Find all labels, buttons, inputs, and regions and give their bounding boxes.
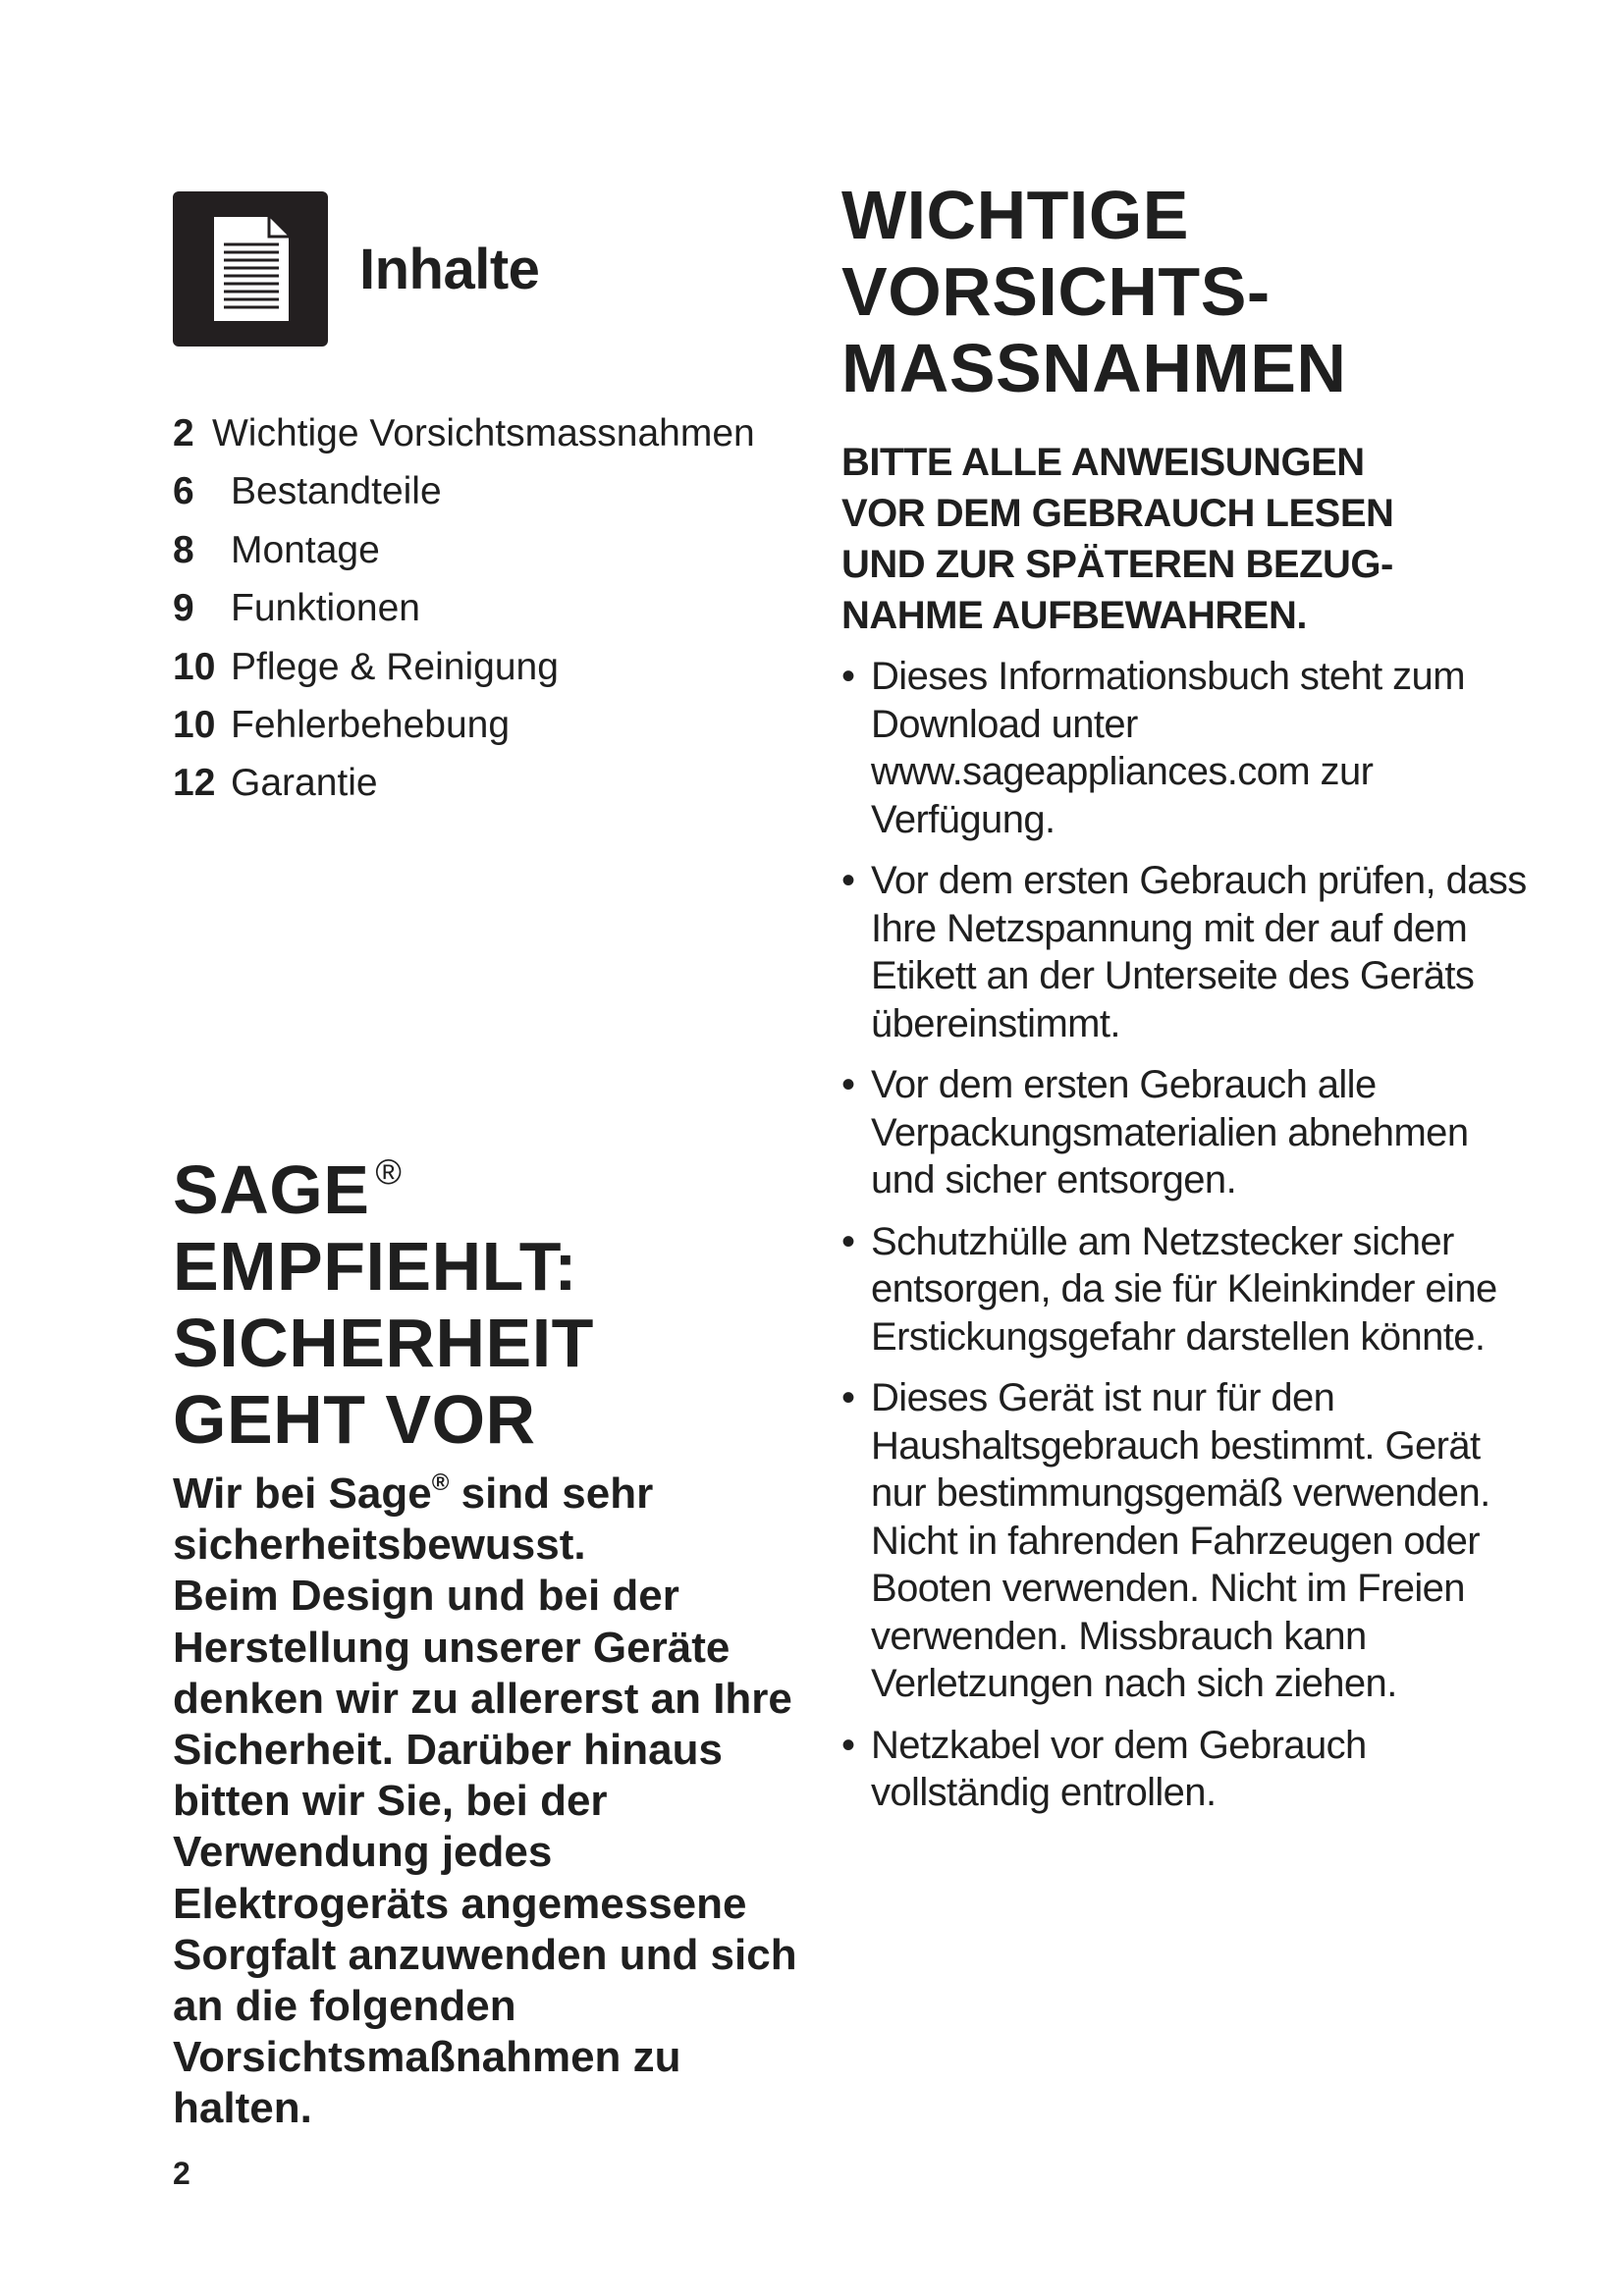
list-item <box>841 653 1529 843</box>
list-item <box>841 857 1529 1047</box>
heading-line: SAGE <box>173 1151 370 1228</box>
precautions-heading <box>841 177 1529 406</box>
toc-item[interactable] <box>173 521 801 579</box>
registered-mark: ® <box>431 1469 450 1496</box>
toc-label: Pflege & Reinigung <box>231 645 559 688</box>
heading-line: EMPFIEHLT: <box>173 1228 578 1305</box>
toc-page-number: 10 <box>173 645 216 688</box>
list-item <box>841 1722 1529 1817</box>
list-item <box>841 1061 1529 1204</box>
subheading-line: BITTE ALLE ANWEISUNGEN <box>841 441 1365 484</box>
intro-text-part: sind sehr sicherheitsbewusst. <box>173 1469 654 1570</box>
toc-item[interactable] <box>173 462 801 520</box>
heading-line: SICHERHEIT <box>173 1305 594 1381</box>
subheading-line: NAHME AUFBEWAHREN. <box>841 594 1307 637</box>
bullet-icon: • <box>841 1063 855 1106</box>
list-item <box>841 1374 1529 1708</box>
registered-mark: ® <box>375 1151 403 1192</box>
list-item <box>841 1218 1529 1362</box>
heading-line: WICHTIGE <box>841 177 1189 253</box>
intro-text-part: Beim Design und bei der Herstellung unserer Geräte denken wir zu allererst an Ihre Sicherheit. Darüber hinaus bitten wir Sie, bei der Verwendung jedes Elektrogeräts angemessene Sorgfalt anzuwenden und sich an die folgenden Vorsichtsmaßnahmen zu halten. <box>173 1572 797 2133</box>
toc-label: Bestandteile <box>231 470 442 513</box>
heading-line: GEHT VOR <box>173 1381 536 1458</box>
toc-page-number: 10 <box>173 703 216 746</box>
sage-safety-heading <box>173 1134 801 1458</box>
list-item-text: Netzkabel vor dem Gebrauch vollständig entrollen. <box>871 1723 1367 1814</box>
toc-item[interactable] <box>173 754 801 812</box>
page-number: 2 <box>173 2156 190 2191</box>
toc-label: Montage <box>231 528 380 571</box>
toc-label: Funktionen <box>231 587 420 630</box>
list-item-text: Dieses Gerät ist nur für den Haushaltsgebrauch bestimmt. Gerät nur bestimmungsgemäß verwenden. Nicht in fahrenden Fahrzeugen oder Booten verwenden. Nicht im Freien verwenden. Missbrauch kann Verletzungen nach sich ziehen. <box>871 1376 1490 1705</box>
toc-item[interactable] <box>173 696 801 754</box>
toc-page-number: 6 <box>173 470 194 513</box>
precautions-subheading <box>841 437 1548 641</box>
safety-intro-text <box>173 1458 801 2135</box>
bullet-icon: • <box>841 1219 855 1263</box>
bullet-icon: • <box>841 859 855 902</box>
toc-label: Garantie <box>231 762 378 805</box>
list-item-text: Schutzhülle am Netzstecker sicher entsorgen, da sie für Kleinkinder eine Erstickungsgefahr darstellen könnte. <box>871 1219 1497 1359</box>
toc-page-number: 8 <box>173 528 194 571</box>
heading-line: MASSNAHMEN <box>841 330 1347 406</box>
toc-item[interactable] <box>173 579 801 637</box>
toc-item[interactable] <box>173 638 801 696</box>
bullet-icon: • <box>841 655 855 698</box>
list-item-text: Vor dem ersten Gebrauch alle Verpackungsmaterialien abnehmen und sicher entsorgen. <box>871 1063 1469 1201</box>
bullet-icon: • <box>841 1723 855 1767</box>
intro-text-part: Wir bei Sage <box>173 1469 432 1518</box>
toc-page-number: 12 <box>173 762 216 805</box>
bullet-icon: • <box>841 1376 855 1419</box>
subheading-line: VOR DEM GEBRAUCH LESEN <box>841 492 1394 535</box>
heading-line: VORSICHTS- <box>841 253 1271 330</box>
toc-label: Fehlerbehebung <box>231 703 511 746</box>
toc-item[interactable] <box>173 404 801 462</box>
toc-page-number: 9 <box>173 587 194 630</box>
list-item-text: Vor dem ersten Gebrauch prüfen, dass Ihre Netzspannung mit der auf dem Etikett an der Unterseite des Geräts übereinstimmt. <box>871 859 1527 1045</box>
document-icon <box>173 191 328 347</box>
precautions-list <box>841 653 1529 1831</box>
list-item-text: Dieses Informationsbuch steht zum Download unter www.sageappliances.com zur Verfügung. <box>871 655 1465 841</box>
table-of-contents <box>173 404 801 813</box>
subheading-line: UND ZUR SPÄTEREN BEZUG- <box>841 543 1393 586</box>
toc-page-number: 2 <box>173 412 194 454</box>
contents-title: Inhalte <box>359 238 540 301</box>
toc-label: Wichtige Vorsichtsmassnahmen <box>212 412 755 454</box>
